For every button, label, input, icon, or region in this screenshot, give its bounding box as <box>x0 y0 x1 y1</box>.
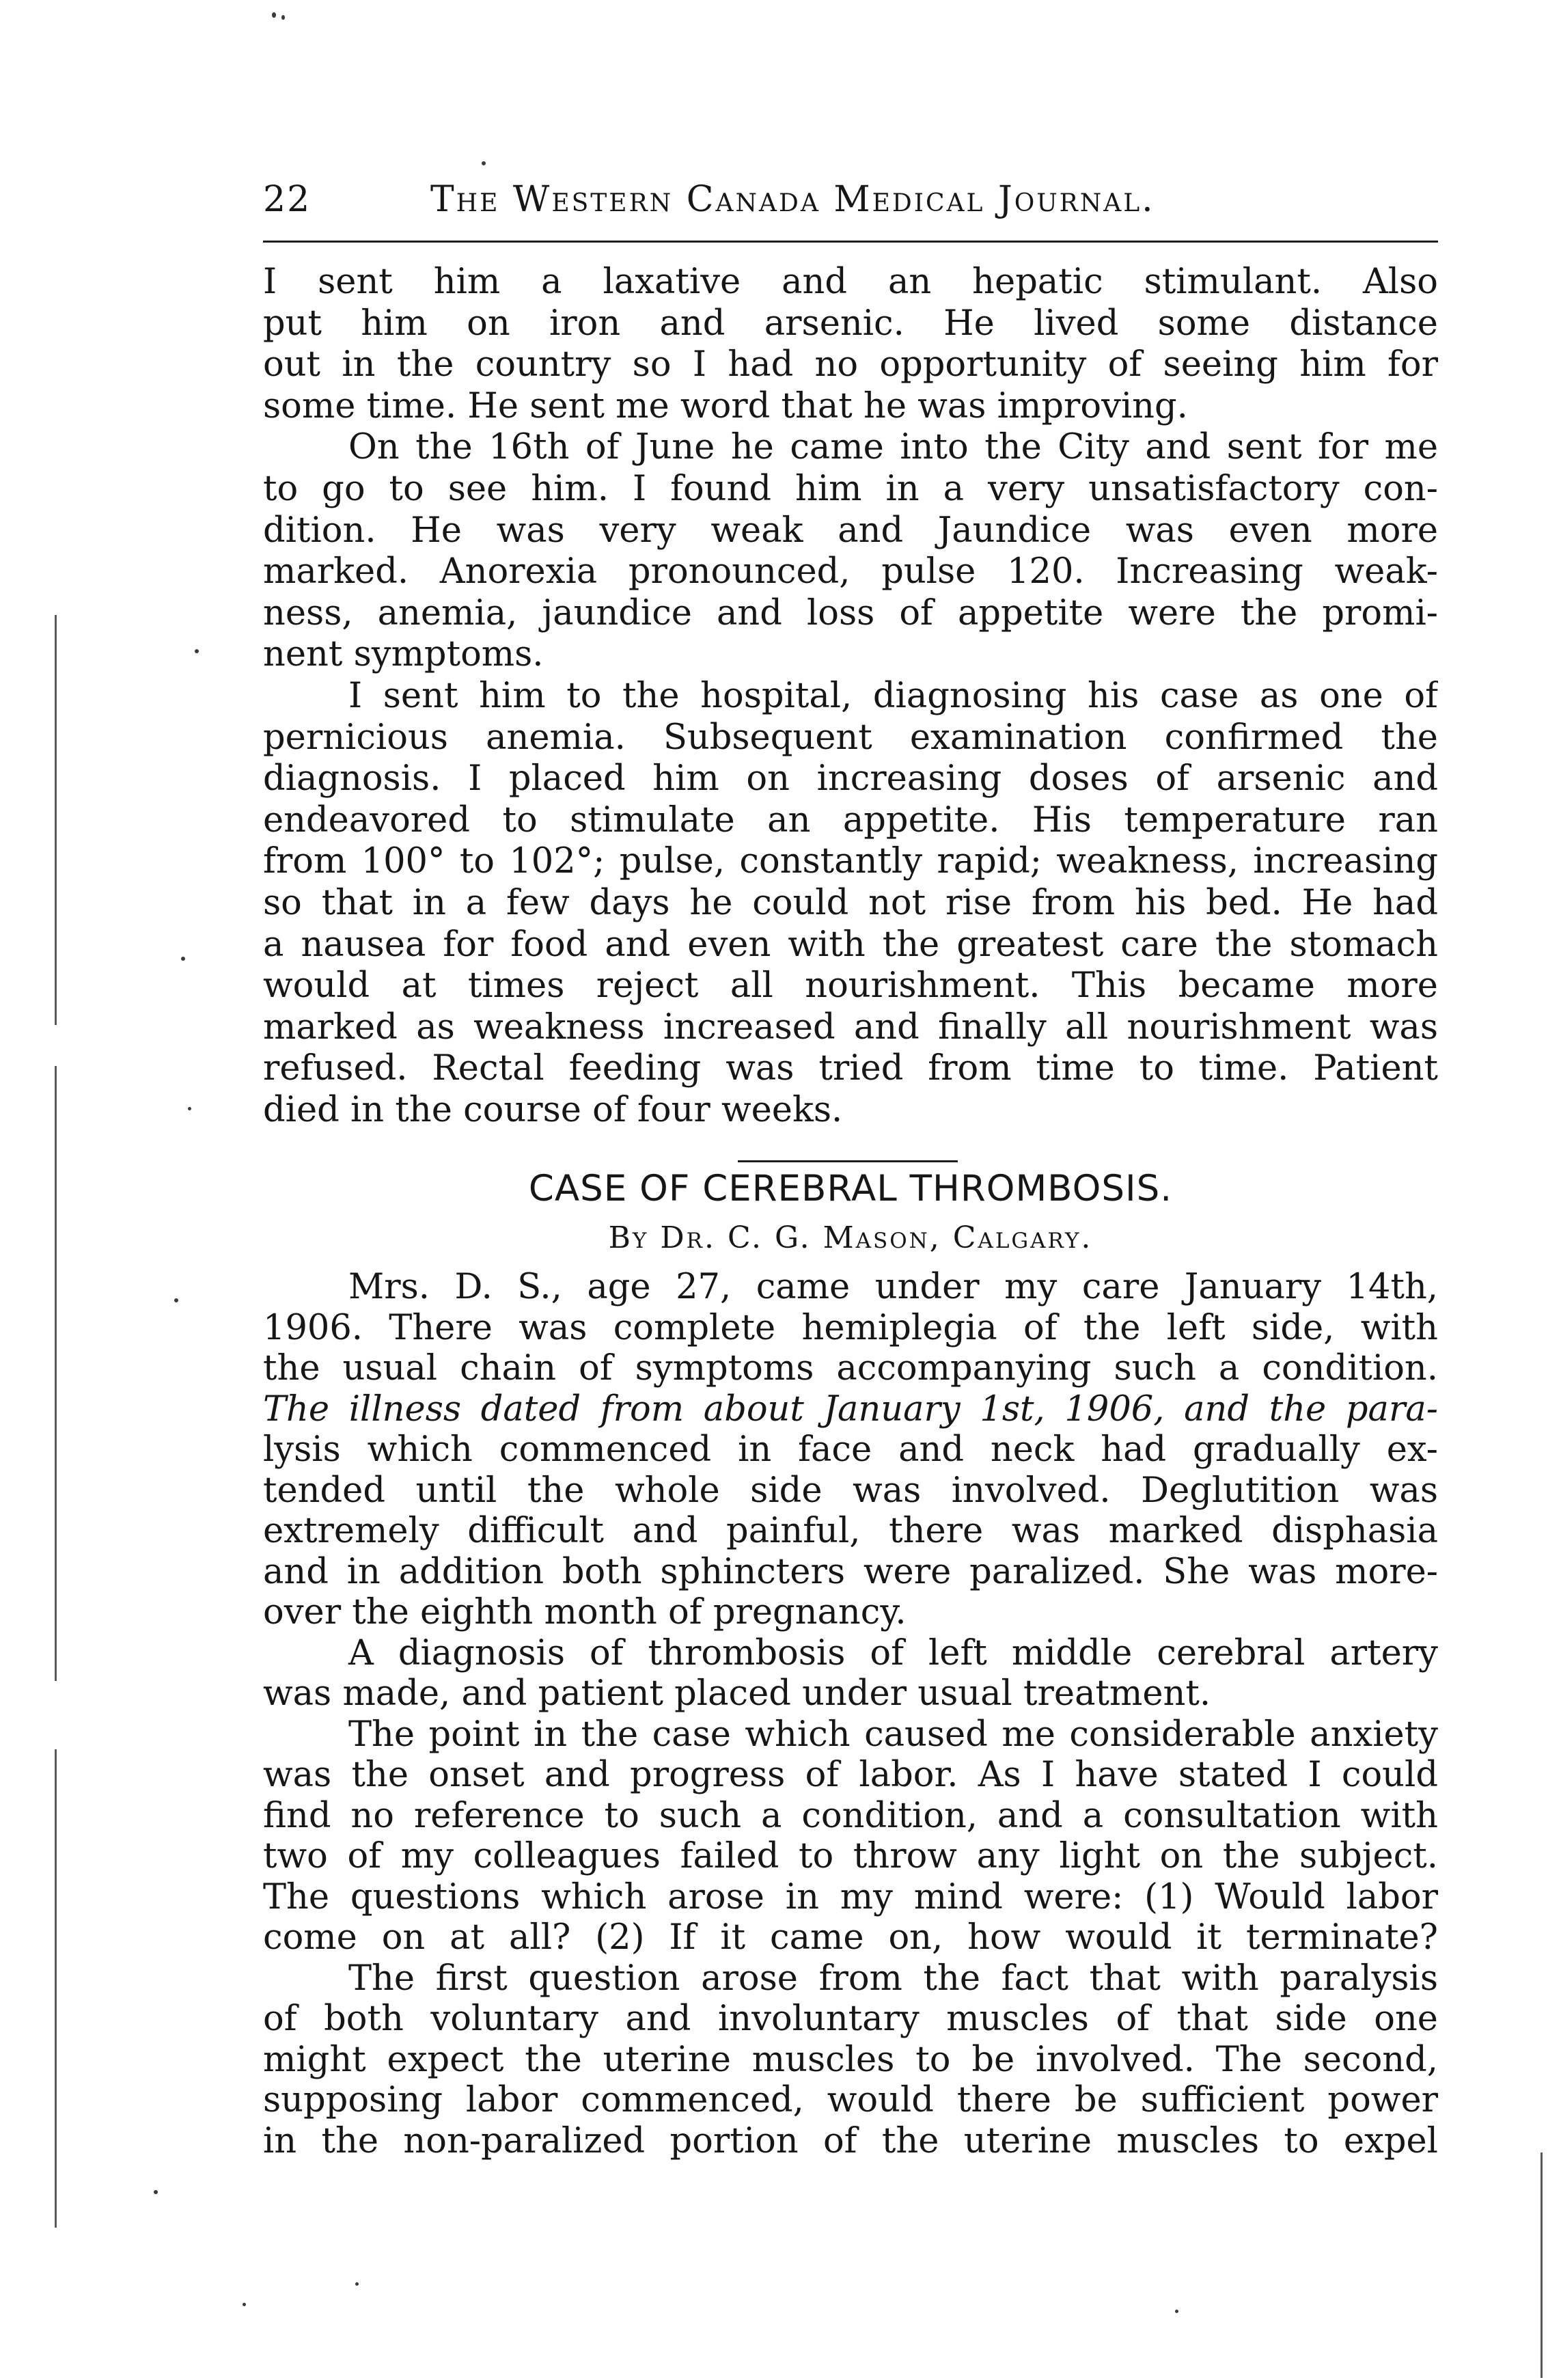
text-line: 1906. There was complete hemiplegia of the left side, with <box>263 1307 1438 1348</box>
text-line: a nausea for food and even with the greatest care the stomach <box>263 924 1438 965</box>
text-line: in the non-paralized portion of the uterine muscles to expel <box>263 2120 1438 2161</box>
text-line: to go to see him. I found him in a very unsatisfactory con- <box>263 468 1438 509</box>
text-line: The illness dated from about January 1st, 1906, and the para- <box>263 1389 1438 1430</box>
text-line: of both voluntary and involuntary muscles of that side one <box>263 1999 1438 2039</box>
text-line: was made, and patient placed under usual treatment. <box>263 1673 1211 1714</box>
text-line: marked as weakness increased and finally all nourishment was <box>263 1007 1438 1048</box>
text-line: out in the country so I had no opportunity of seeing him for <box>263 344 1438 385</box>
text-line: diagnosis. I placed him on increasing doses of arsenic and <box>263 758 1438 799</box>
text-line: would at times reject all nourishment. This became more <box>263 966 1438 1007</box>
page-number: 22 <box>263 179 312 220</box>
text-line: pernicious anemia. Subsequent examination confirmed the <box>263 717 1438 758</box>
text-line: some time. He sent me word that he was improving. <box>263 385 1188 426</box>
text-line: On the 16th of June he came into the City and sent for me <box>348 427 1438 468</box>
text-line: two of my colleagues failed to throw any light on the subject. <box>263 1836 1438 1876</box>
text-line: from 100° to 102°; pulse, constantly rapid; weakness, increasing <box>263 841 1438 882</box>
text-line: lysis which commenced in face and neck had gradually ex- <box>263 1430 1438 1470</box>
scan-margin-mark <box>1541 2152 1543 2378</box>
scan-margin-mark <box>55 1749 57 2228</box>
header-rule <box>263 241 1438 243</box>
text-line: ness, anemia, jaundice and loss of appetite were the promi- <box>263 592 1438 633</box>
text-line: dition. He was very weak and Jaundice was even more <box>263 510 1438 551</box>
text-line: nent symptoms. <box>263 634 544 675</box>
text-line: the usual chain of symptoms accompanying such a condition. <box>263 1348 1438 1389</box>
section-divider <box>738 1160 958 1162</box>
text-line: Mrs. D. S., age 27, came under my care January 14th, <box>348 1267 1438 1307</box>
case-heading: CASE OF CEREBRAL THROMBOSIS. <box>528 1168 1173 1209</box>
scan-margin-mark <box>55 615 57 1025</box>
text-line: tended until the whole side was involved. Deglutition was <box>263 1470 1438 1511</box>
journal-title: The Western Canada Medical Journal. <box>430 179 1155 220</box>
article-continuation <box>263 262 1438 1131</box>
case-article-body <box>263 1267 1438 2161</box>
text-line: supposing labor commenced, would there be sufficient power <box>263 2080 1438 2120</box>
text-line: A diagnosis of thrombosis of left middle cerebral artery <box>348 1632 1438 1673</box>
text-line: put him on iron and arsenic. He lived some distance <box>263 303 1438 344</box>
text-line: might expect the uterine muscles to be involved. The second, <box>263 2039 1438 2080</box>
running-head <box>263 179 1438 234</box>
text-line: so that in a few days he could not rise from his bed. He had <box>263 882 1438 923</box>
author-byline: By Dr. C. G. Mason, Calgary. <box>608 1220 1093 1255</box>
text-line: extremely difficult and painful, there was marked disphasia <box>263 1511 1438 1551</box>
text-line: come on at all? (2) If it came on, how would it terminate? <box>263 1917 1438 1958</box>
text-line: The questions which arose in my mind were: (1) Would labor <box>263 1876 1438 1917</box>
text-line: over the eighth month of pregnancy. <box>263 1592 907 1632</box>
text-line: marked. Anorexia pronounced, pulse 120. Increasing weak- <box>263 551 1438 592</box>
text-line: was the onset and progress of labor. As I have stated I could <box>263 1755 1438 1795</box>
text-line: refused. Rectal feeding was tried from time to time. Patient <box>263 1048 1438 1089</box>
text-line: The first question arose from the fact that with paralysis <box>348 1958 1438 1999</box>
text-line: and in addition both sphincters were paralized. She was more- <box>263 1551 1438 1592</box>
text-line: I sent him to the hospital, diagnosing his case as one of <box>348 675 1438 716</box>
text-line: I sent him a laxative and an hepatic stimulant. Also <box>263 262 1438 302</box>
text-line: find no reference to such a condition, and a consultation with <box>263 1795 1438 1836</box>
scan-margin-mark <box>55 1066 57 1681</box>
text-line: endeavored to stimulate an appetite. His temperature ran <box>263 799 1438 840</box>
text-line: The point in the case which caused me considerable anxiety <box>348 1714 1438 1755</box>
text-line: died in the course of four weeks. <box>263 1089 843 1130</box>
